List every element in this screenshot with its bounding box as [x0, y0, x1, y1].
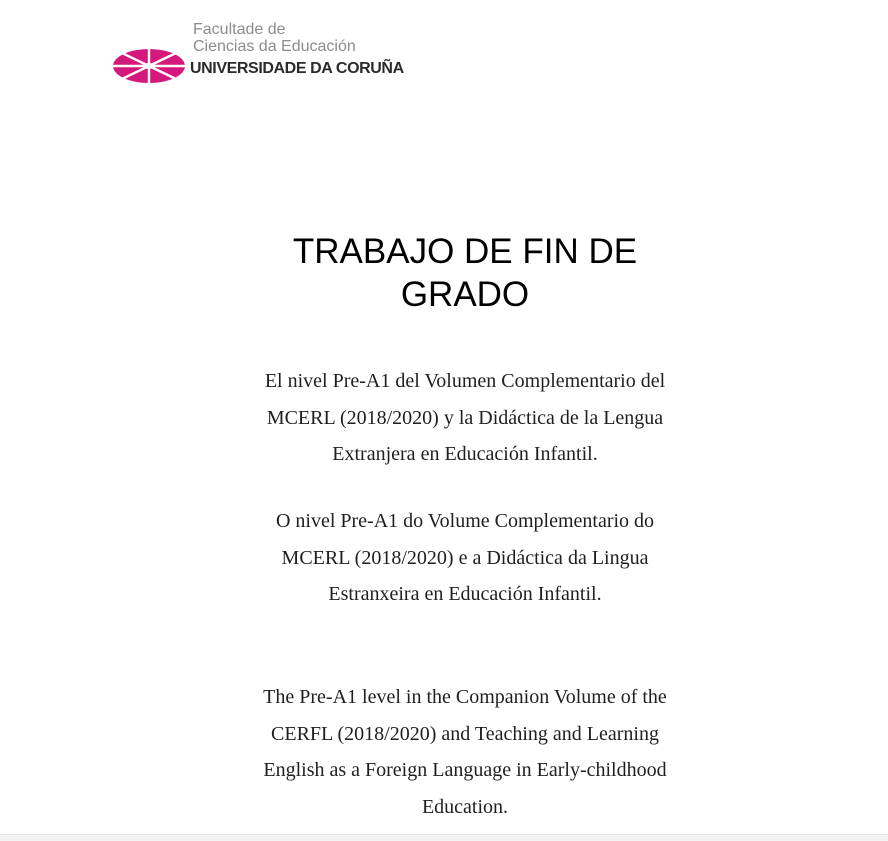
galician-title-line-2: MCERL (2018/2020) e a Didáctica da Lingua	[281, 546, 649, 569]
university-logo-icon	[112, 46, 186, 86]
spanish-title-line-2: MCERL (2018/2020) y la Didáctica de la Lengua	[266, 406, 664, 429]
spanish-title-line-1: El nivel Pre-A1 del Volumen Complementario del	[264, 370, 666, 392]
page-header	[112, 20, 432, 90]
galician-title-line-1: O nivel Pre-A1 do Volume Complementario do	[275, 510, 655, 532]
galician-title-line-3: Estranxeira en Educación Infantil.	[328, 583, 602, 605]
document-title-line-1: TRABAJO DE FIN DE	[292, 232, 638, 271]
faculty-name-line-1: Facultade de	[193, 21, 286, 38]
english-title-line-3: English as a Foreign Language in Early-childhood	[263, 759, 667, 781]
english-title-line-1: The Pre-A1 level in the Companion Volume of the	[263, 686, 667, 708]
spanish-thesis-title	[230, 363, 700, 473]
english-thesis-title	[230, 679, 700, 825]
spanish-title-line-3: Extranjera en Educación Infantil.	[332, 443, 598, 465]
university-name: UNIVERSIDADE DA CORUÑA	[190, 60, 404, 77]
english-title-line-4: Education.	[421, 795, 509, 818]
page-gap	[0, 835, 888, 841]
document-title-line-2: GRADO	[400, 275, 530, 314]
english-title-line-2: CERFL (2018/2020) and Teaching and Learning	[271, 722, 659, 745]
galician-thesis-title	[230, 503, 700, 613]
document-title	[265, 230, 665, 316]
faculty-name-line-2: Ciencias da Educación	[193, 38, 356, 55]
